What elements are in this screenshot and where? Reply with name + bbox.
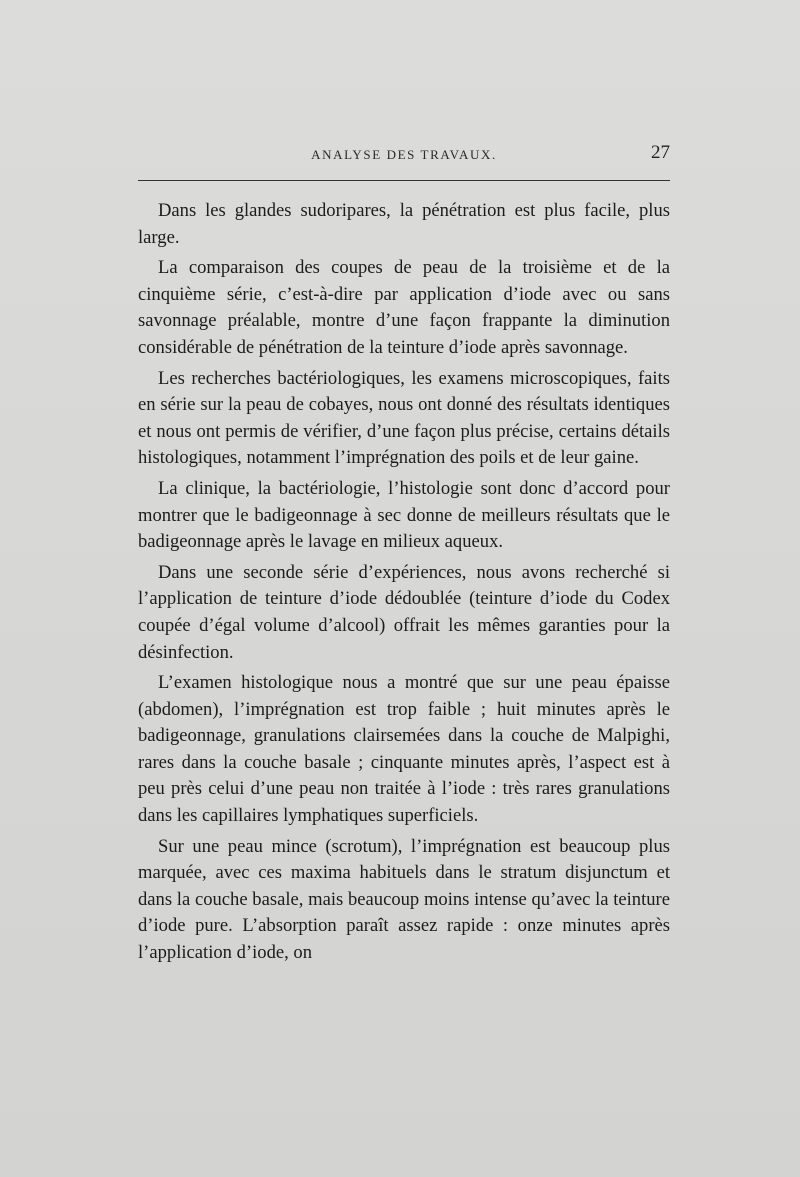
running-head bbox=[138, 140, 670, 170]
paragraph-6: L’examen histologique nous a montré que sur une peau épaisse (abdomen), l’imprégnation est trop faible ; huit minutes après le badigeonnage, granulations clairsemées dans la couche de Malpighi, rares dans la couche basale ; cinquante minutes après, l’aspect est à peu près celui d’une peau non traitée à l’iode : très rares granulations dans les capillaires lymphatiques superficiels. bbox=[138, 672, 670, 827]
paragraph-5: Dans une seconde série d’expériences, nous avons recherché si l’application de teinture d’iode dédoublée (teinture d’iode du Codex coupée d’égal volume d’alcool) offrait les mêmes garanties pour la désinfection. bbox=[138, 561, 670, 663]
paragraph-4: La clinique, la bactériologie, l’histologie sont donc d’accord pour montrer que le badigeonnage à sec donne de meilleurs résultats que le badigeonnage après le lavage en milieux aqueux. bbox=[138, 477, 670, 553]
paragraph-2: La comparaison des coupes de peau de la troisième et de la cinquième série, c’est-à-dire par application d’iode avec ou sans savonnage préalable, montre d’une façon frappante la diminution considérable de pénétration de la teinture d’iode après savonnage. bbox=[138, 257, 670, 358]
running-title: ANALYSE DES TRAVAUX. bbox=[311, 147, 497, 162]
paragraph-1: Dans les glandes sudoripares, la pénétration est plus facile, plus large. bbox=[138, 200, 670, 248]
paragraph-7: Sur une peau mince (scrotum), l’imprégnation est beaucoup plus marquée, avec ces maxima habituels dans le stratum disjunctum et dans la couche basale, mais beaucoup moins intense qu’avec la teinture d’iode pure. L’absorption paraît assez rapide : onze minutes après l’application d’iode, on bbox=[138, 835, 670, 964]
page-number: 27 bbox=[651, 142, 670, 163]
paragraph-3: Les recherches bactériologiques, les examens microscopiques, faits en série sur la peau de cobayes, nous ont donné des résultats identiques et nous ont permis de vérifier, d’une façon plus précise, certains détails histologiques, notamment l’imprégnation des poils et de leur gaine. bbox=[138, 367, 670, 469]
body-text bbox=[138, 198, 670, 971]
header-rule bbox=[138, 180, 670, 181]
